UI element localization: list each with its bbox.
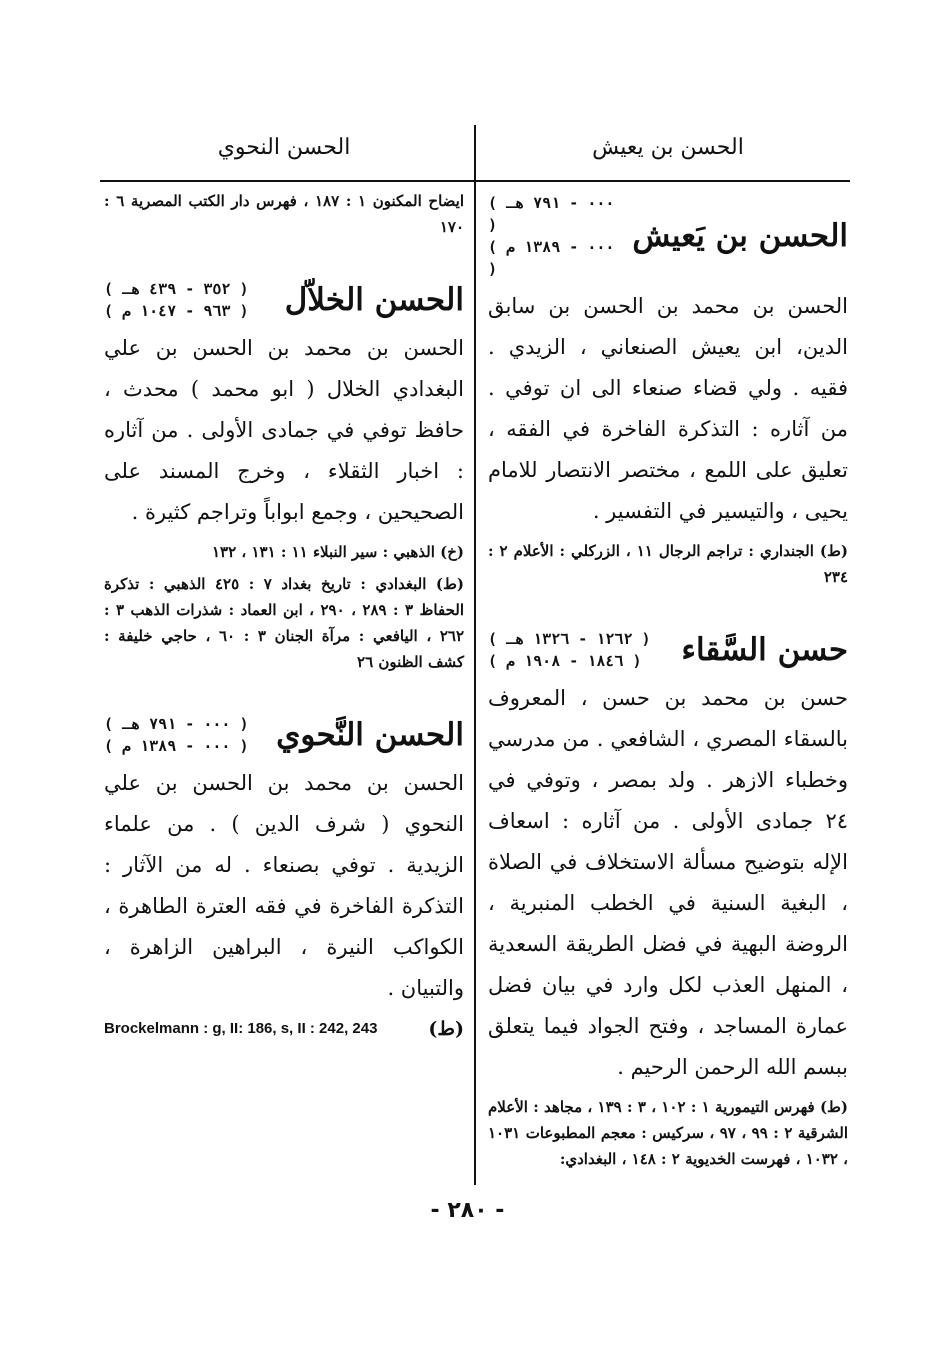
date-hijri: ( ٣٥٢ - ٤٣٩ هـ ) [104, 280, 249, 298]
entry-hasan-al-khallal [104, 278, 464, 675]
left-column [104, 180, 464, 1041]
running-header-left: الحسن النحوي [217, 135, 351, 160]
entry-dates [488, 628, 651, 672]
entry-dates [104, 278, 249, 322]
print-references: (ط) البغدادي : تاريخ بغداد ٧ : ٤٢٥ الذهبي : تذكرة الحفاظ ٣ : ٢٨٩ ، ٢٩٠ ، ابن العماد : شذرات الذهب ٣ : ٢٦٢ ، اليافعي : مرآة الجنان ٣ : ٦٠ ، حاجي خليفة : كشف الظنون ٢٦ [104, 575, 465, 671]
date-gregorian: ( ٠٠٠ - ١٣٨٩ م ) [488, 238, 615, 278]
entry-name: الحسن الخلاّل [284, 282, 464, 318]
entry-body: الحسن بن محمد بن الحسن بن علي البغدادي الخلال ( ابو محمد ) محدث ، حافظ توفي في جمادى الأولى . من آثاره : اخبار الثقلاء ، وخرج المسند على الصحيحين ، وجمع ابواباً وتراجم كثيرة . [104, 336, 464, 524]
entry-hasan-al-saqqa [488, 628, 848, 1172]
print-mark: (ط) [428, 1018, 464, 1040]
running-header-right: الحسن بن يعيش [592, 135, 744, 160]
right-column [488, 180, 848, 1172]
date-gregorian: ( ١٨٤٦ - ١٩٠٨ م ) [488, 652, 642, 670]
continued-references: ايضاح المكنون ١ : ١٨٧ ، فهرس دار الكتب المصرية ٦ : ١٧٠ [104, 192, 464, 236]
entry-name: الحسن النَّحوي [276, 717, 464, 753]
manuscript-references: (خ) الذهبي : سير النبلاء ١١ : ١٣١ ، ١٣٢ [212, 543, 464, 561]
entry-dates [488, 192, 632, 280]
entry-hasan-al-nahwi [104, 713, 464, 1041]
column-divider [474, 125, 476, 1185]
entry-body: حسن بن محمد بن حسن ، المعروف بالسقاء المصري ، الشافعي . من مدرسي وخطباء الازهر . ولد بمصر ، وتوفي في ٢٤ جمادى الأولى . من آثاره : اسعاف الإله بتوضيح مسألة الاستخلاف في الصلاة ، البغية السنية في الخطب المنبرية ، الروضة البهية في فضل الطريقة السعدية ، المنهل العذب لكل وارد في بيان فضل عمارة المساجد ، وفتح الجواد فيما يتعلق ببسم الله الرحمن الرحيم . [488, 686, 848, 1079]
entry-body: الحسن بن محمد بن الحسن بن سابق الدين، ابن يعيش الصنعاني ، الزيدي . فقيه . ولي قضاء صنعاء الى ان توفي . من آثاره : التذكرة الفاخرة في الفقه ، تعليق على اللمع ، مختصر الانتصار للامام يحيى ، والتيسير في التفسير . [488, 294, 848, 523]
brockelmann-reference: Brockelmann : g, II: 186, s, II : 242, 243 [104, 1020, 378, 1037]
entry-dates [104, 713, 249, 757]
entry-references: (ط) الجنداري : تراجم الرجال ١١ ، الزركلي : الأعلام ٢ : ٢٣٤ [488, 542, 848, 586]
entry-body: الحسن بن محمد بن الحسن بن علي النحوي ( شرف الدين ) . من علماء الزيدية . توفي بصنعاء . له من الآثار : التذكرة الفاخرة في فقه العترة الطاهرة ، الكواكب النيرة ، البراهين الزاهرة ، والتبيان . [104, 771, 464, 1000]
date-hijri: ( ٠٠٠ - ٧٩١ هـ ) [488, 194, 615, 234]
entry-hasan-ibn-yaish [488, 192, 848, 590]
date-hijri: ( ٠٠٠ - ٧٩١ هـ ) [104, 715, 249, 733]
latin-references [104, 1017, 464, 1041]
entry-name: الحسن بن يَعيش [632, 218, 848, 254]
date-hijri: ( ١٢٦٢ - ١٣٢٦ هـ ) [488, 630, 651, 648]
entry-references: (ط) فهرس التيمورية ١ : ١٠٢ ، ٣ : ١٣٩ ، مجاهد : الأعلام الشرقية ٢ : ٩٩ ، ٩٧ ، سركيس : معجم المطبوعات ١٠٣١ ، ١٠٣٢ ، فهرست الخديوية ٢ : ١٤٨ ، البغدادي: [488, 1098, 849, 1168]
entry-name: حسن السَّقاء [681, 632, 848, 668]
date-gregorian: ( ٠٠٠ - ١٣٨٩ م ) [104, 737, 249, 755]
page-number: - ٢٨٠ - [430, 1198, 505, 1223]
date-gregorian: ( ٩٦٣ - ١٠٤٧ م ) [104, 302, 249, 320]
